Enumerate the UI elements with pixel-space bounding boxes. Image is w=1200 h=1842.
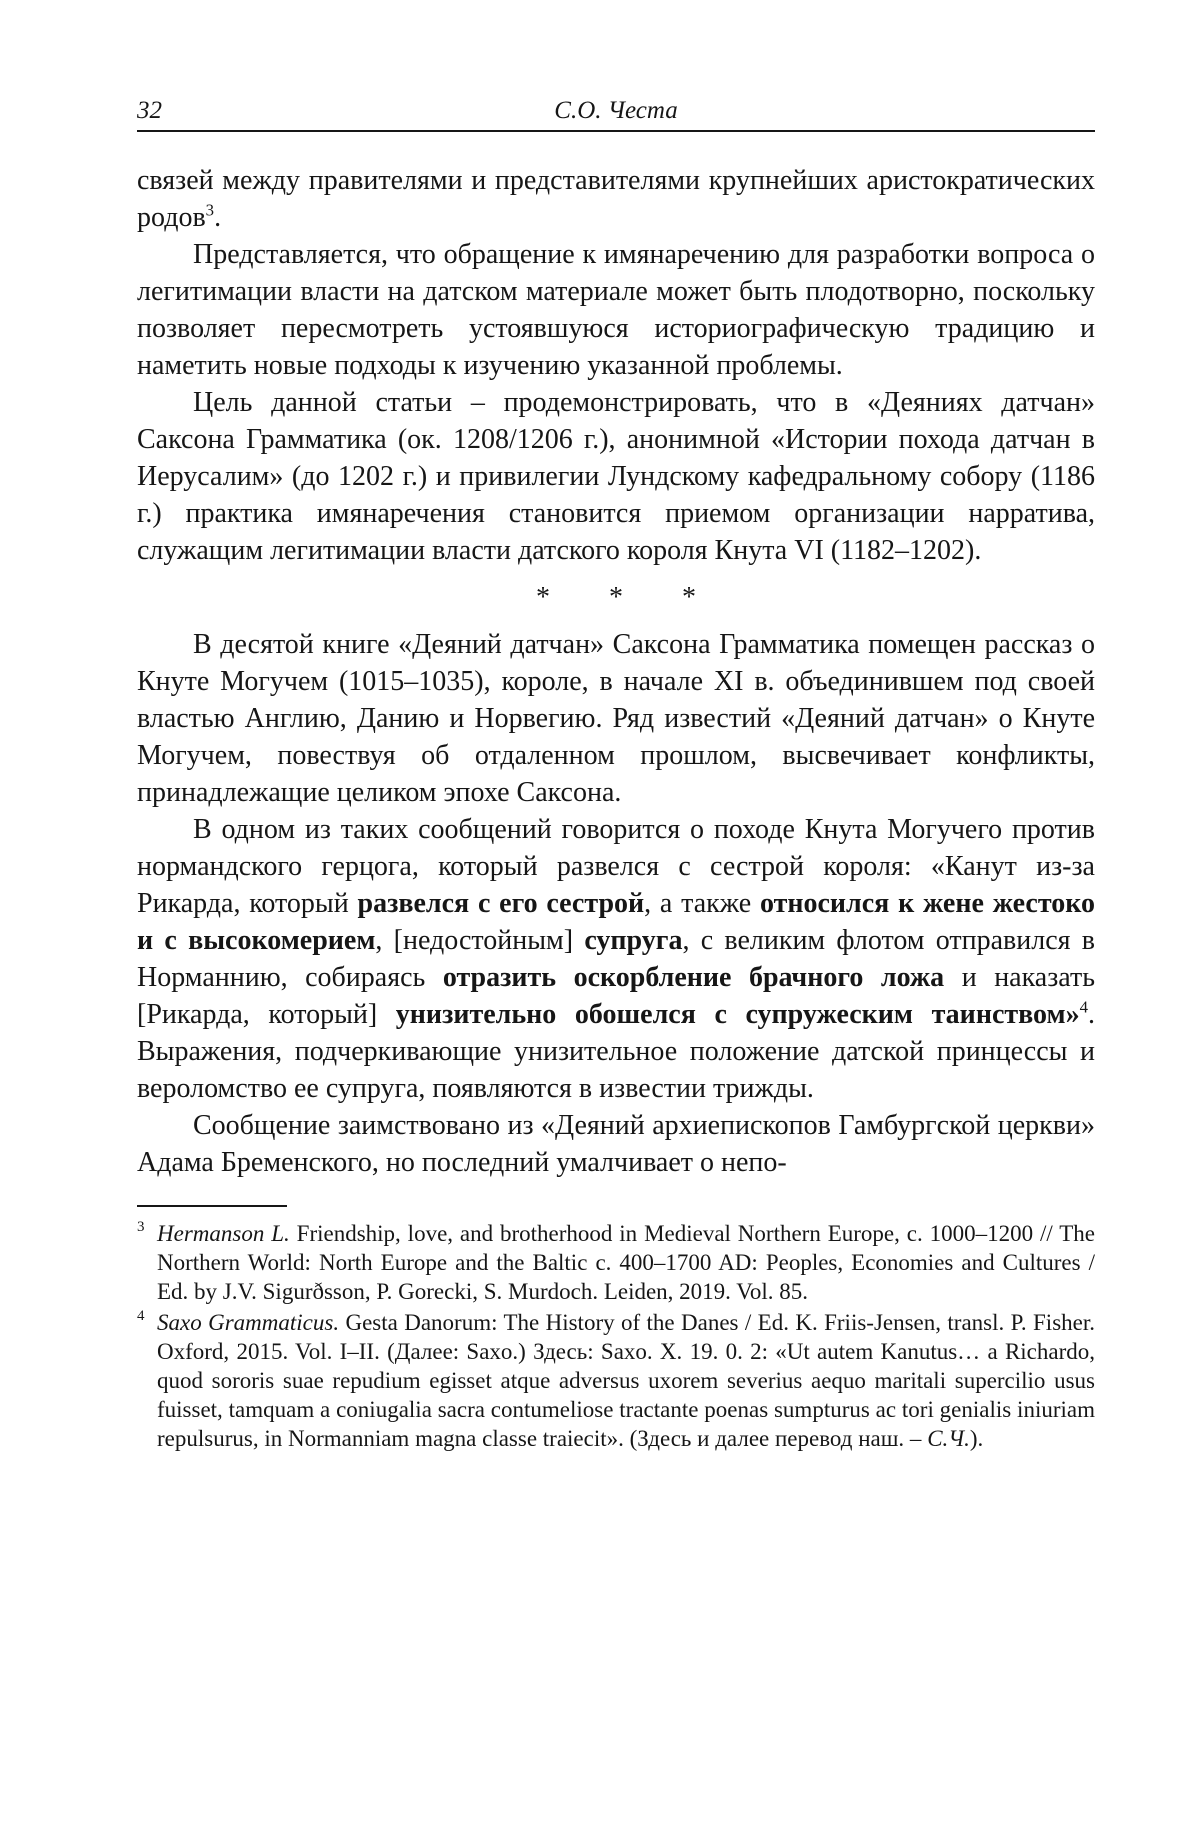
footnote-author: Hermanson L. xyxy=(157,1221,290,1246)
paragraph-2: Представляется, что обращение к имянаречению для разработки вопроса о легитимации власти на датском материале может быть плодотворно, поскольку позволяет пересмотреть устоявшуюся историографическую традицию и наметить новые подходы к изучению указанной проблемы. xyxy=(137,239,1095,381)
emphasis-1: развелся с его сестрой xyxy=(357,888,645,919)
header-rule xyxy=(137,130,1095,132)
body-text xyxy=(137,162,1095,1181)
footnote-number: 3 xyxy=(137,1219,145,1235)
paragraph-1: связей между правителями и представителями крупнейших аристократических родов$^3$. xyxy=(137,165,1095,233)
footnotes xyxy=(137,1219,1095,1453)
footnote-3: 3 Hermanson L. Friendship, love, and brotherhood in Medieval Northern Europe, c. 1000–1200 // The Northern World: North Europe and the Baltic c. 400–1700 AD: Peoples, Economies and Cultures / Ed. by J.V. Sigurðsson, P. Gorecki, S. Murdoch. Leiden, 2019. Vol. 85. xyxy=(137,1219,1095,1306)
page-number: 32 xyxy=(137,97,162,124)
paragraph-3: Цель данной статьи – продемонстрировать, что в «Деяниях датчан» Саксона Грамматика (ок. 1208/1206 г.), анонимной «Истории похода датчан в Иерусалим» (до 1202 г.) и привилегии Лундскому кафедральному собору (1186 г.) практика имянаречения становится приемом организации нарратива, служащим легитимации власти датского короля Кнута VI (1182–1202). xyxy=(137,387,1095,566)
section-break-asterisks: * * * xyxy=(536,582,722,613)
footnote-author: Saxo Grammaticus. xyxy=(157,1310,340,1335)
paragraph-5: В одном из таких сообщений говорится о походе Кнута Могучего против нормандского герцога, который развелся с сестрой короля: «Канут из-за Рикарда, который развелся с его сестрой, а также относился к жене жестоко и с высокомерием, [недостойным] супруга, с великим флотом отправился в Норманнию, собираясь отразить оскорбление брачного ложа и наказать [Рикарда, который] унизительно обошелся с супружеским таинством»$^4$. Выражения, подчеркивающие унизительное положение датской принцессы и вероломство ее супруга, появляются в известии трижды. xyxy=(137,814,1095,1104)
footnote-rule xyxy=(137,1205,287,1207)
page xyxy=(137,92,1095,1455)
translator-signature: С.Ч. xyxy=(927,1426,970,1451)
emphasis-5: унизительно обошелся с супружеским таинством» xyxy=(395,999,1080,1030)
footnote-ref-3: 3 xyxy=(205,200,215,220)
paragraph-6: Сообщение заимствовано из «Деяний архиепископов Гамбургской церкви» Адама Бременского, но последний умалчивает о непо- xyxy=(137,1110,1095,1178)
running-header xyxy=(137,92,1095,130)
running-title: С.О. Честа xyxy=(554,97,678,124)
emphasis-3: супруга xyxy=(584,925,683,956)
emphasis-2: относился к жене жестоко и с высокомерием xyxy=(137,888,1095,956)
footnote-ref-4: 4 xyxy=(1079,997,1088,1017)
footnote-number: 4 xyxy=(137,1308,145,1324)
paragraph-4: В десятой книге «Деяний датчан» Саксона Грамматика помещен рассказ о Кнуте Могучем (1015–1035), короле, в начале XI в. объединившем под своей властью Англию, Данию и Норвегию. Ряд известий «Деяний датчан» о Кнуте Могучем, повествуя об отдаленном прошлом, высвечивает конфликты, принадлежащие целиком эпохе Саксона. xyxy=(137,629,1095,808)
footnote-4: 4 Saxo Grammaticus. Gesta Danorum: The History of the Danes / Ed. K. Friis-Jensen, transl. P. Fisher. Oxford, 2015. Vol. I–II. (Далее: Saxo.) Здесь: Saxo. X. 19. 0. 2: «Ut autem Kanutus… a Richardo, quod sororis suae repudium egisset atque adversus uxorem severius aequo maritali supercilio usus fuisset, tamquam a coniugalia sacra contumeliose tractante poenas sumpturus ac tori genialis iniuriam repulsurus, in Normanniam magna classe traiecit». (Здесь и далее перевод наш. – С.Ч.). xyxy=(137,1308,1095,1453)
emphasis-4: отразить оскорбление брачного ложа xyxy=(442,962,945,993)
